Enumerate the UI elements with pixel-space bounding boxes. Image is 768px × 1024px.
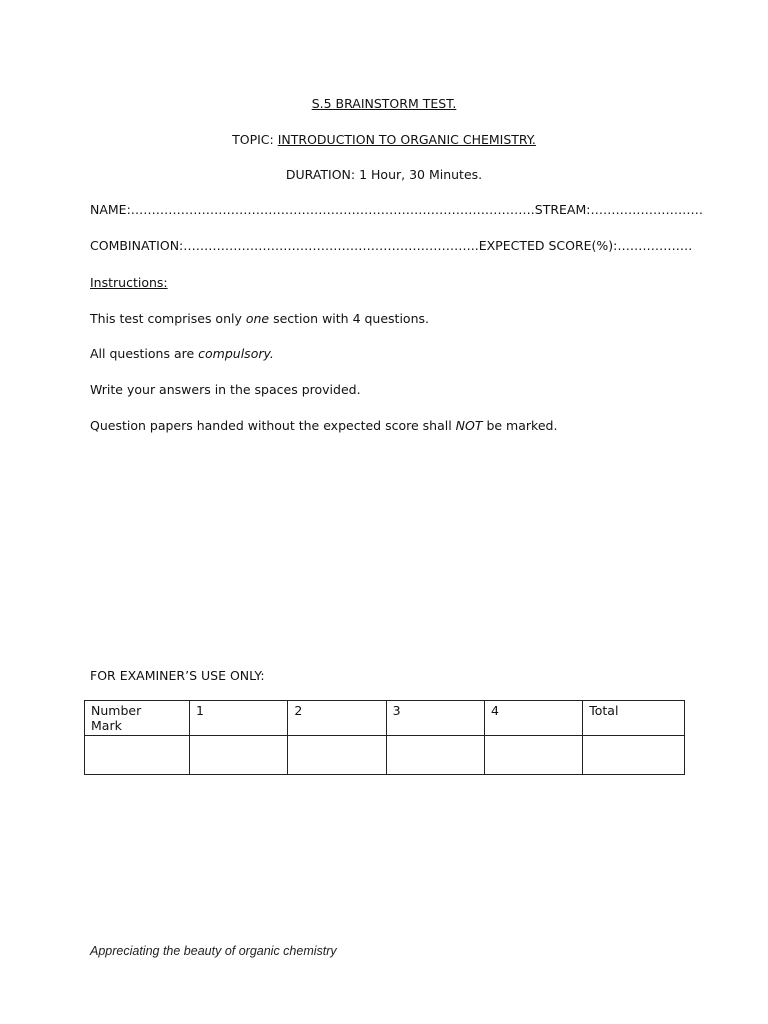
topic-prefix: TOPIC: <box>232 132 278 147</box>
examiner-marks-table <box>84 700 685 775</box>
instruction-compulsory <box>90 346 274 361</box>
table-header-q3: 3 <box>386 701 484 736</box>
table-row <box>85 701 685 736</box>
mark-cell-q2 <box>288 736 386 775</box>
examiner-heading: FOR EXAMINER’S USE ONLY: <box>90 668 265 683</box>
page-footer: Appreciating the beauty of organic chemistry <box>90 944 337 958</box>
instruction-text: section with 4 questions. <box>269 311 429 326</box>
instructions-heading: Instructions: <box>90 275 168 290</box>
instruction-one-section <box>90 311 429 326</box>
table-cell-number-label <box>85 701 190 736</box>
combination-score-line: COMBINATION:……………………………………………………………..EXPECTED SCORE(%):……………… <box>90 238 693 253</box>
instruction-text: Question papers handed without the expected score shall <box>90 418 456 433</box>
instruction-emphasis: one <box>245 311 270 326</box>
instruction-text: All questions are <box>90 346 199 361</box>
instruction-emphasis: compulsory. <box>198 346 274 361</box>
mark-cell-total <box>583 736 685 775</box>
instruction-text: be marked. <box>482 418 558 433</box>
number-label: Number <box>91 703 142 718</box>
topic-value: INTRODUCTION TO ORGANIC CHEMISTRY. <box>277 132 536 147</box>
mark-cell-q3 <box>386 736 484 775</box>
mark-cell-q1 <box>190 736 288 775</box>
topic-line <box>0 132 768 147</box>
instruction-text: This test comprises only <box>90 311 246 326</box>
duration-line: DURATION: 1 Hour, 30 Minutes. <box>285 167 483 182</box>
instruction-expected-score <box>90 418 557 433</box>
mark-cell-q4 <box>484 736 582 775</box>
table-header-q1: 1 <box>190 701 288 736</box>
mark-label: Mark <box>91 718 122 733</box>
table-header-q2: 2 <box>288 701 386 736</box>
table-header-total: Total <box>583 701 685 736</box>
instruction-emphasis: NOT <box>455 418 483 433</box>
table-cell-mark-blank <box>85 736 190 775</box>
instruction-write-answers: Write your answers in the spaces provided. <box>90 382 361 397</box>
test-title: S.5 BRAINSTORM TEST. <box>311 96 457 111</box>
name-stream-line: NAME:…………………………………………………………………………………….STREAM:……………………… <box>90 202 703 217</box>
table-row <box>85 736 685 775</box>
table-header-q4: 4 <box>484 701 582 736</box>
